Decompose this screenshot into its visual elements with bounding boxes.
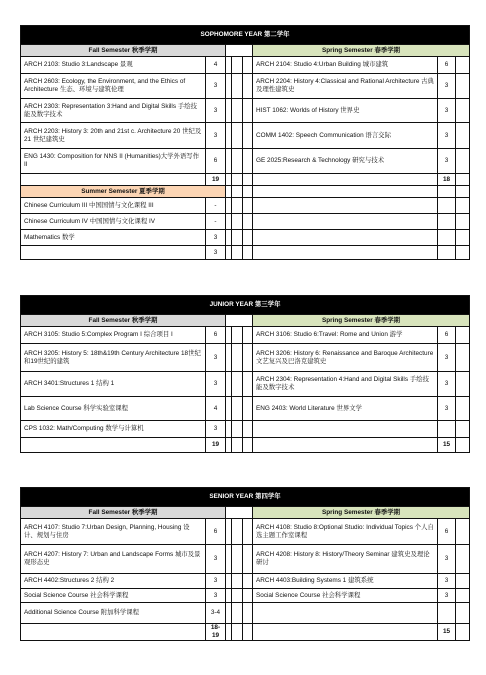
course-cell: ARCH 4107: Studio 7:Urban Design, Planning, Housing 设计、规划与住房 (21, 519, 206, 545)
table-row (21, 603, 470, 624)
credit-cell: 6 (206, 519, 226, 545)
course-cell: ARCH 2203: History 3: 20th and 21st c. Architecture 20 世纪及 21 世纪建筑史 (21, 123, 206, 149)
fall-total: 18-19 (206, 624, 226, 641)
junior-section (20, 295, 469, 453)
year-title: JUNIOR YEAR 第三学年 (21, 296, 470, 315)
credit-cell: 3 (206, 123, 226, 149)
table-row (21, 230, 470, 246)
table-row (21, 344, 470, 372)
senior-section (20, 487, 469, 641)
credit-cell: 3 (206, 372, 226, 397)
credit-cell: 3 (206, 421, 226, 438)
year-title: SOPHOMORE YEAR 第二学年 (21, 26, 470, 45)
course-cell: Mathematics 数学 (21, 230, 206, 246)
course-cell: ARCH 2103: Studio 3:Landscape 景观 (21, 57, 206, 74)
table-row (21, 246, 470, 260)
spring-total: 15 (438, 438, 456, 453)
credit-cell: 3 (206, 99, 226, 123)
credit-cell: 3 (206, 545, 226, 574)
credit-cell: 3 (206, 344, 226, 372)
spring-total: 18 (438, 174, 456, 186)
credit-cell: 4 (206, 397, 226, 421)
table-row (21, 397, 470, 421)
course-cell: ARCH 3105: Studio 5:Complex Program I 综合项目 I (21, 327, 206, 344)
course-cell: Additional Science Course 附加科学课程 (21, 603, 206, 624)
course-cell: Lab Science Course 科学实验室课程 (21, 397, 206, 421)
credit-cell: 3 (206, 74, 226, 99)
table-row (21, 519, 470, 545)
totals-row (21, 438, 470, 453)
credit-cell: 3 (438, 372, 456, 397)
table-row (21, 74, 470, 99)
summer-semester-header: Summer Semester 夏季学期 (21, 186, 226, 198)
table-row (21, 372, 470, 397)
table-row (21, 421, 470, 438)
course-cell: ARCH 2304: Representation 4:Hand and Digital Skills 手绘技能及数字技术 (253, 372, 438, 397)
fall-semester-header: Fall Semester 秋季学期 (21, 315, 226, 327)
credit-cell: - (206, 198, 226, 214)
credit-cell: 3 (206, 246, 226, 260)
course-cell: ARCH 4207: History 7: Urban and Landscape Forms 城市及景观形态史 (21, 545, 206, 574)
credit-cell: 6 (206, 327, 226, 344)
table-row (21, 99, 470, 123)
course-cell: COMM 1402: Speech Communication 语言交际 (253, 123, 438, 149)
credit-cell: 3 (206, 574, 226, 589)
course-cell (253, 421, 438, 438)
fall-total: 19 (206, 174, 226, 186)
table-row (21, 589, 470, 603)
credit-cell: 3 (206, 230, 226, 246)
spring-semester-header: Spring Semester 春季学期 (253, 507, 470, 519)
course-cell: HIST 1062: Worlds of History 世界史 (253, 99, 438, 123)
course-cell (21, 246, 206, 260)
table-row (21, 545, 470, 574)
credit-cell: 3 (438, 545, 456, 574)
credit-cell: 4 (206, 57, 226, 74)
course-cell: ARCH 4403:Building Systems 1 建筑系统 (253, 574, 438, 589)
course-cell: ARCH 4208: History 8: History/Theory Seminar 建筑史及理论研讨 (253, 545, 438, 574)
course-cell: ARCH 4108: Studio 8:Optional Studio: Individual Topics 个人自选主题工作室课程 (253, 519, 438, 545)
course-cell: ARCH 2603: Ecology, the Environment, and the Ethics of Architecture 生态、环境与建筑伦理 (21, 74, 206, 99)
course-cell: Chinese Curriculum III 中国国情与文化课程 III (21, 198, 206, 214)
credit-cell: 3 (438, 574, 456, 589)
spring-semester-header: Spring Semester 春季学期 (253, 45, 470, 57)
course-cell: ARCH 2303: Representation 3:Hand and Digital Skills 手绘技能及数字技术 (21, 99, 206, 123)
credit-cell: 3 (206, 589, 226, 603)
totals-row (21, 624, 470, 641)
credit-cell (438, 603, 456, 624)
spring-semester-header: Spring Semester 春季学期 (253, 315, 470, 327)
course-cell: ARCH 3206: History 6: Renaissance and Baroque Architecture 文艺复兴及巴洛克建筑史 (253, 344, 438, 372)
course-cell: ARCH 2204: History 4:Classical and Rational Architecture 古典及理性建筑史 (253, 74, 438, 99)
course-cell: GE 2025:Research & Technology 研究与技术 (253, 149, 438, 174)
course-cell: CPS 1032: Math/Computing 数学与计算机 (21, 421, 206, 438)
sophomore-table (20, 25, 470, 260)
course-cell: ARCH 4402:Structures 2 结构 2 (21, 574, 206, 589)
course-cell: ARCH 3106: Studio 6:Travel: Rome and Union 游学 (253, 327, 438, 344)
fall-semester-header: Fall Semester 秋季学期 (21, 45, 226, 57)
table-row (21, 57, 470, 74)
credit-cell: 6 (438, 327, 456, 344)
table-row (21, 574, 470, 589)
credit-cell: 3-4 (206, 603, 226, 624)
credit-cell: 3 (438, 99, 456, 123)
course-cell: Social Science Course 社会科学课程 (253, 589, 438, 603)
credit-cell: 6 (438, 57, 456, 74)
course-cell (253, 603, 438, 624)
course-cell: ENG 1430: Composition for NNS II (Humanities)大学外语写作 II (21, 149, 206, 174)
credit-cell: 6 (438, 519, 456, 545)
credit-cell: 3 (438, 123, 456, 149)
credit-cell: - (206, 214, 226, 230)
totals-row (21, 174, 470, 186)
year-title: SENIOR YEAR 第四学年 (21, 488, 470, 507)
credit-cell: 3 (438, 589, 456, 603)
sophomore-section (20, 25, 469, 260)
credit-cell: 6 (206, 149, 226, 174)
table-row (21, 327, 470, 344)
credit-cell: 3 (438, 397, 456, 421)
course-cell: ARCH 3205: History 5: 18th&19th Century Architecture 18世纪和19世纪的建筑 (21, 344, 206, 372)
course-cell: Chinese Curriculum IV 中国国情与文化课程 IV (21, 214, 206, 230)
course-cell: ARCH 3401:Structures 1 结构 1 (21, 372, 206, 397)
spring-total: 15 (438, 624, 456, 641)
junior-table (20, 295, 470, 453)
credit-cell: 3 (438, 344, 456, 372)
course-cell: ENG 2403: World Literature 世界文学 (253, 397, 438, 421)
table-row (21, 214, 470, 230)
fall-semester-header: Fall Semester 秋季学期 (21, 507, 226, 519)
fall-total: 19 (206, 438, 226, 453)
table-row (21, 198, 470, 214)
credit-cell: 3 (438, 149, 456, 174)
credit-cell: 3 (438, 74, 456, 99)
credit-cell (438, 421, 456, 438)
course-cell: ARCH 2104: Studio 4:Urban Building 城市建筑 (253, 57, 438, 74)
course-cell: Social Science Course 社会科学课程 (21, 589, 206, 603)
table-row (21, 149, 470, 174)
table-row (21, 123, 470, 149)
senior-table (20, 487, 470, 641)
